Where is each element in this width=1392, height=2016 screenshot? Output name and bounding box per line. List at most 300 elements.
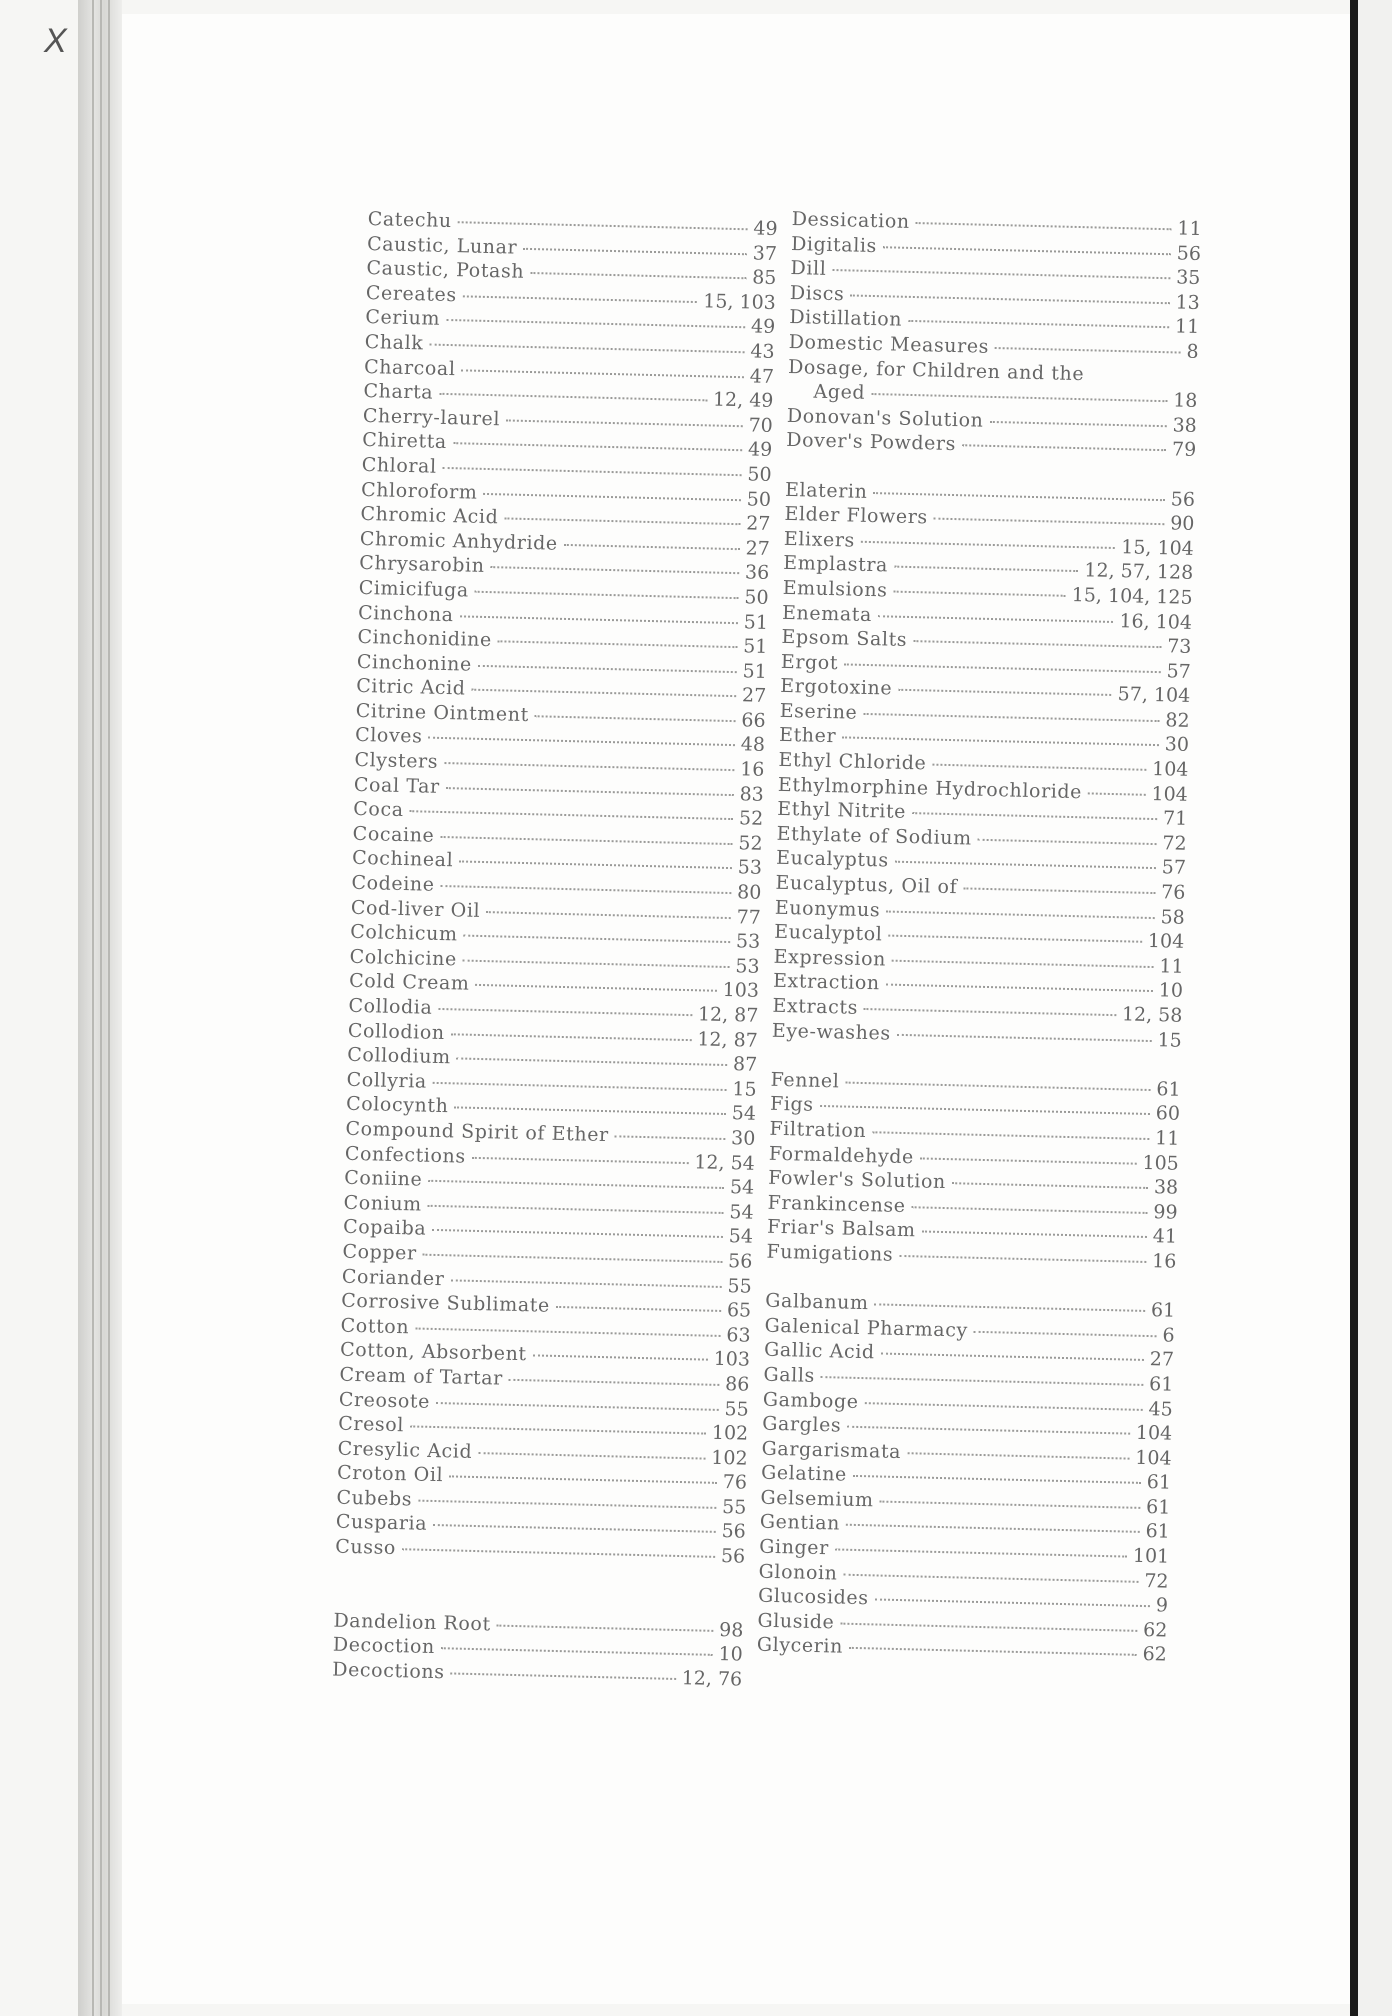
dot-leader bbox=[1088, 792, 1146, 795]
dot-leader bbox=[478, 665, 737, 673]
index-term: Eucalyptus bbox=[775, 847, 890, 872]
dot-leader bbox=[840, 1622, 1137, 1631]
index-term: Dessication bbox=[791, 208, 910, 233]
dot-leader bbox=[533, 1355, 708, 1361]
dot-leader bbox=[444, 762, 734, 771]
page-numbers: 57 bbox=[1166, 659, 1192, 683]
dot-leader bbox=[449, 1476, 717, 1485]
page-numbers: 9 bbox=[1155, 1594, 1169, 1617]
page-numbers: 27 bbox=[745, 537, 771, 560]
dot-leader bbox=[880, 1500, 1141, 1508]
dot-leader bbox=[846, 1524, 1140, 1533]
dot-leader bbox=[439, 393, 707, 402]
dot-leader bbox=[835, 1549, 1127, 1558]
dot-leader bbox=[932, 764, 1146, 771]
index-term: Cerium bbox=[365, 306, 441, 331]
index-term: Ethylate of Sodium bbox=[776, 822, 972, 850]
dot-leader bbox=[849, 1647, 1137, 1656]
page-numbers: 30 bbox=[730, 1127, 756, 1150]
page-numbers: 41 bbox=[1152, 1225, 1178, 1249]
index-term: Compound Spirit of Ether bbox=[345, 1117, 610, 1147]
page-numbers: 85 bbox=[751, 266, 777, 290]
page-numbers: 103 bbox=[722, 979, 760, 1003]
index-term: Coca bbox=[353, 798, 404, 822]
index-term: Cinchona bbox=[357, 601, 454, 626]
page-numbers: 16 bbox=[739, 758, 765, 781]
page-numbers: 55 bbox=[727, 1274, 753, 1298]
page-numbers: 12, 54 bbox=[694, 1150, 756, 1175]
dot-leader bbox=[832, 269, 1170, 279]
dot-leader bbox=[853, 1475, 1141, 1484]
page-numbers: 49 bbox=[750, 315, 776, 339]
index-term: Eserine bbox=[779, 699, 858, 724]
dot-leader bbox=[460, 615, 738, 624]
page-numbers: 55 bbox=[724, 1397, 750, 1421]
dot-leader bbox=[995, 347, 1181, 354]
page-numbers: 79 bbox=[1171, 438, 1197, 462]
dot-leader bbox=[418, 1499, 716, 1508]
index-term: Ether bbox=[778, 724, 837, 748]
index-term: Catechu bbox=[367, 208, 453, 233]
index-term: Corrosive Sublimate bbox=[341, 1289, 551, 1317]
index-term: Elder Flowers bbox=[784, 503, 929, 529]
dot-leader bbox=[423, 1254, 723, 1263]
index-term: Glycerin bbox=[756, 1634, 844, 1659]
page-numbers: 11 bbox=[1177, 217, 1202, 241]
page-edge-line bbox=[108, 0, 110, 2016]
index-term: Charta bbox=[363, 380, 434, 404]
dot-leader bbox=[428, 1205, 724, 1214]
dot-leader bbox=[845, 1081, 1150, 1090]
page-numbers: 53 bbox=[737, 856, 763, 880]
page-numbers: 60 bbox=[1155, 1102, 1181, 1126]
index-term: Emplastra bbox=[783, 552, 889, 577]
dot-leader bbox=[457, 1058, 727, 1067]
page-numbers: 27 bbox=[1149, 1348, 1175, 1371]
dot-leader bbox=[478, 1452, 705, 1460]
page-numbers: 53 bbox=[735, 930, 761, 954]
page-numbers: 83 bbox=[739, 782, 765, 806]
page-numbers: 102 bbox=[711, 1421, 749, 1445]
index-term: Dover's Powders bbox=[786, 429, 957, 456]
dot-leader bbox=[875, 1303, 1145, 1312]
page-numbers: 99 bbox=[1153, 1200, 1178, 1224]
dot-leader bbox=[441, 885, 732, 894]
dot-leader bbox=[974, 1330, 1157, 1336]
page-numbers: 54 bbox=[728, 1225, 754, 1249]
page-numbers: 80 bbox=[736, 881, 762, 904]
adjacent-page bbox=[1358, 0, 1392, 2016]
page-numbers: 13 bbox=[1175, 291, 1201, 314]
index-term: Cinchonine bbox=[356, 650, 473, 676]
index-term: Cod-liver Oil bbox=[350, 896, 481, 922]
index-term: Dill bbox=[790, 257, 827, 281]
index-term: Digitalis bbox=[790, 232, 878, 257]
page-numbers: 50 bbox=[747, 463, 772, 486]
dot-leader bbox=[443, 467, 742, 476]
page-numbers: 56 bbox=[1176, 242, 1202, 265]
dot-leader bbox=[916, 222, 1172, 230]
index-term: Glucosides bbox=[757, 1584, 869, 1610]
dot-leader bbox=[881, 1353, 1144, 1361]
page-right-edge bbox=[1350, 0, 1358, 2016]
dot-leader bbox=[438, 1008, 692, 1016]
page-numbers: 76 bbox=[722, 1471, 748, 1494]
page-numbers: 76 bbox=[1160, 881, 1186, 904]
index-term: Chloroform bbox=[360, 478, 478, 504]
dot-leader bbox=[962, 445, 1166, 452]
index-term: Dosage, for Children and the bbox=[787, 355, 1085, 385]
dot-leader bbox=[865, 1402, 1143, 1411]
dot-leader bbox=[475, 984, 716, 992]
page-numbers: 104 bbox=[1151, 758, 1189, 781]
page-numbers: 6 bbox=[1162, 1324, 1175, 1347]
page-numbers: 18 bbox=[1172, 389, 1198, 413]
index-term: Elaterin bbox=[784, 478, 868, 503]
dot-leader bbox=[821, 1376, 1143, 1386]
page-numbers: 54 bbox=[729, 1200, 754, 1224]
index-term: Cloves bbox=[354, 724, 423, 748]
dot-leader bbox=[472, 689, 736, 697]
dot-leader bbox=[895, 861, 1156, 869]
page-numbers: 12, 87 bbox=[697, 1003, 759, 1027]
dot-leader bbox=[912, 1206, 1148, 1214]
dot-leader bbox=[556, 1306, 721, 1312]
index-term: Chloral bbox=[361, 453, 437, 478]
dot-leader bbox=[864, 1008, 1116, 1016]
page-edge-line bbox=[92, 0, 94, 2016]
index-term: Cusparia bbox=[335, 1511, 428, 1536]
page-numbers: 36 bbox=[744, 561, 770, 585]
index-term: Figs bbox=[769, 1093, 814, 1117]
dot-leader bbox=[963, 887, 1155, 894]
dot-leader bbox=[523, 247, 747, 254]
dot-leader bbox=[847, 1426, 1130, 1435]
index-term: Epsom Salts bbox=[781, 625, 908, 652]
page-edge-line bbox=[100, 0, 102, 2016]
dot-leader bbox=[429, 344, 744, 354]
dot-leader bbox=[886, 910, 1154, 919]
index-term: Croton Oil bbox=[336, 1461, 444, 1487]
page-numbers: 52 bbox=[738, 832, 763, 855]
page-numbers: 11 bbox=[1154, 1127, 1180, 1150]
dot-leader bbox=[899, 1255, 1146, 1263]
page-numbers: 103 bbox=[713, 1348, 751, 1371]
page-numbers: 15, 103 bbox=[703, 290, 777, 314]
page-numbers: 50 bbox=[744, 586, 769, 609]
dot-leader bbox=[922, 1231, 1147, 1239]
page-numbers: 15 bbox=[732, 1077, 757, 1101]
page-numbers: 15 bbox=[1157, 1028, 1183, 1052]
page-numbers: 61 bbox=[1145, 1520, 1171, 1544]
index-term: Emulsions bbox=[782, 576, 888, 602]
page-numbers: 53 bbox=[735, 955, 760, 978]
dot-leader bbox=[863, 713, 1159, 722]
page-numbers: 10 bbox=[1158, 979, 1184, 1003]
dot-leader bbox=[894, 566, 1079, 573]
dot-leader bbox=[872, 1131, 1149, 1140]
index-term: Chiretta bbox=[362, 429, 448, 454]
dot-leader bbox=[883, 246, 1171, 255]
page-numbers: 16, 104 bbox=[1119, 609, 1193, 634]
page-numbers: 51 bbox=[742, 635, 768, 658]
dot-leader bbox=[491, 566, 740, 574]
index-term: Filtration bbox=[769, 1117, 867, 1143]
index-column-right bbox=[757, 208, 1202, 1669]
index-term: Conium bbox=[343, 1191, 423, 1216]
index-term: Gentian bbox=[759, 1511, 841, 1536]
index-term: Fennel bbox=[770, 1068, 840, 1093]
page-numbers: 27 bbox=[741, 684, 767, 708]
dot-leader bbox=[506, 419, 743, 427]
index-term: Eucalyptus, Oil of bbox=[775, 871, 958, 899]
index-term: Ethyl Chloride bbox=[778, 748, 927, 775]
page-numbers: 54 bbox=[729, 1176, 755, 1199]
page-numbers: 51 bbox=[742, 659, 768, 683]
index-term: Cresylic Acid bbox=[337, 1437, 473, 1463]
page-numbers: 52 bbox=[738, 807, 764, 831]
dot-leader bbox=[464, 935, 730, 944]
index-term: Cold Cream bbox=[348, 970, 470, 996]
page-numbers: 12, 49 bbox=[712, 388, 774, 413]
page-numbers: 101 bbox=[1132, 1544, 1170, 1568]
page-numbers: 37 bbox=[752, 242, 778, 265]
index-term: Galbanum bbox=[765, 1289, 869, 1315]
index-term: Collodium bbox=[347, 1043, 452, 1069]
page-numbers: 72 bbox=[1144, 1569, 1169, 1593]
index-term: Enemata bbox=[781, 601, 873, 626]
page-numbers: 15, 104 bbox=[1121, 535, 1195, 560]
margin-annotation: X bbox=[44, 22, 67, 60]
index-term: Gallic Acid bbox=[763, 1338, 875, 1364]
page-numbers: 50 bbox=[746, 487, 772, 511]
dot-leader bbox=[433, 1082, 727, 1091]
dot-leader bbox=[934, 518, 1164, 526]
dot-leader bbox=[989, 421, 1166, 427]
page-numbers: 12, 57, 128 bbox=[1084, 559, 1194, 585]
index-term: Clysters bbox=[354, 748, 439, 773]
dot-leader bbox=[458, 221, 748, 230]
page-numbers: 66 bbox=[741, 709, 766, 732]
dot-leader bbox=[535, 715, 736, 722]
dot-leader bbox=[472, 1156, 689, 1163]
dot-leader bbox=[861, 541, 1115, 549]
index-term: Galls bbox=[763, 1363, 816, 1387]
index-term: Aged bbox=[813, 380, 866, 404]
index-term: Gargarismata bbox=[761, 1437, 902, 1463]
index-term: Cotton bbox=[340, 1314, 410, 1339]
dot-leader bbox=[498, 640, 737, 648]
index-term: Gelatine bbox=[760, 1461, 848, 1486]
page-numbers: 104 bbox=[1135, 1446, 1172, 1470]
page-numbers: 65 bbox=[726, 1299, 752, 1322]
index-term: Extraction bbox=[772, 970, 881, 995]
page-numbers: 12, 76 bbox=[681, 1666, 743, 1691]
page-numbers: 104 bbox=[1147, 930, 1185, 954]
page-numbers: 10 bbox=[718, 1643, 744, 1666]
index-term: Gargles bbox=[762, 1412, 842, 1437]
page-numbers: 38 bbox=[1153, 1176, 1179, 1199]
dot-leader bbox=[897, 1033, 1152, 1041]
page-numbers: 30 bbox=[1164, 733, 1190, 757]
index-term: Distillation bbox=[789, 306, 903, 332]
dot-leader bbox=[415, 1327, 720, 1336]
dot-leader bbox=[888, 935, 1142, 943]
dot-leader bbox=[907, 1452, 1129, 1459]
index-term: Donovan's Solution bbox=[786, 404, 984, 432]
index-term: Citric Acid bbox=[356, 675, 466, 700]
dot-leader bbox=[978, 839, 1157, 845]
index-term: Expression bbox=[773, 945, 887, 971]
index-term: Euonymus bbox=[774, 896, 881, 921]
dot-leader bbox=[898, 689, 1112, 696]
page-numbers: 86 bbox=[724, 1372, 750, 1396]
index-term: Gamboge bbox=[762, 1388, 859, 1413]
page-numbers: 45 bbox=[1148, 1397, 1174, 1421]
page-numbers: 58 bbox=[1160, 905, 1186, 929]
index-term: Confections bbox=[344, 1142, 467, 1168]
dot-leader bbox=[878, 615, 1114, 623]
page-numbers: 90 bbox=[1169, 512, 1195, 536]
dot-leader bbox=[475, 591, 739, 599]
dot-leader bbox=[459, 861, 732, 870]
index-term: Discs bbox=[789, 281, 845, 306]
dot-leader bbox=[913, 640, 1161, 648]
index-term: Copaiba bbox=[342, 1216, 427, 1241]
dot-leader bbox=[850, 294, 1169, 304]
dot-leader bbox=[451, 1672, 676, 1680]
dot-leader bbox=[820, 1105, 1150, 1115]
page-numbers: 56 bbox=[727, 1250, 753, 1273]
index-term: Coal Tar bbox=[353, 773, 440, 798]
page-numbers: 61 bbox=[1145, 1495, 1171, 1519]
index-term: Coniine bbox=[344, 1166, 423, 1191]
page-numbers: 57 bbox=[1161, 856, 1187, 880]
dot-leader bbox=[920, 1157, 1137, 1164]
dot-leader bbox=[843, 1573, 1138, 1582]
page-numbers: 8 bbox=[1186, 340, 1199, 363]
page-numbers: 77 bbox=[736, 905, 762, 929]
dot-leader bbox=[446, 787, 734, 796]
page-numbers: 27 bbox=[745, 512, 771, 536]
dot-leader bbox=[446, 319, 745, 328]
dot-leader bbox=[463, 959, 730, 968]
dot-leader bbox=[912, 812, 1157, 820]
index-term: Charcoal bbox=[363, 355, 456, 380]
dot-leader bbox=[433, 1524, 715, 1533]
index-term: Gluside bbox=[757, 1609, 835, 1634]
dot-leader bbox=[1090, 376, 1192, 378]
index-term: Colchicine bbox=[349, 945, 458, 971]
dot-leader bbox=[886, 984, 1153, 993]
index-term: Gelsemium bbox=[760, 1486, 874, 1512]
index-term: Cotton, Absorbent bbox=[339, 1338, 527, 1366]
dot-leader bbox=[462, 369, 744, 378]
page-numbers: 55 bbox=[721, 1495, 747, 1519]
dot-leader bbox=[875, 1599, 1150, 1608]
index-term: Chromic Acid bbox=[360, 503, 499, 529]
index-term: Cresol bbox=[338, 1412, 405, 1437]
dot-leader bbox=[440, 836, 732, 845]
index-term: Caustic, Potash bbox=[366, 257, 525, 284]
dot-leader bbox=[441, 1647, 713, 1656]
index-term: Galenical Pharmacy bbox=[764, 1314, 969, 1342]
index-term: Decoctions bbox=[332, 1658, 445, 1684]
index-term: Coriander bbox=[341, 1265, 445, 1290]
dot-leader bbox=[453, 442, 742, 451]
dot-leader bbox=[410, 810, 733, 820]
index-term: Colocynth bbox=[345, 1093, 449, 1118]
index-term: Ethyl Nitrite bbox=[777, 798, 907, 824]
dot-leader bbox=[952, 1182, 1148, 1189]
page-numbers: 12, 87 bbox=[697, 1027, 759, 1052]
dot-leader bbox=[842, 737, 1159, 747]
index-term: Cocaine bbox=[352, 822, 435, 847]
index-term: Cimicifuga bbox=[358, 576, 470, 602]
page-numbers: 48 bbox=[740, 733, 766, 757]
page-numbers: 98 bbox=[718, 1618, 744, 1642]
page-numbers: 102 bbox=[711, 1446, 748, 1470]
index-term: Citrine Ointment bbox=[355, 699, 530, 726]
page-numbers: 62 bbox=[1142, 1618, 1168, 1642]
page-numbers: 12, 58 bbox=[1121, 1003, 1183, 1027]
index-term: Elixers bbox=[783, 527, 856, 552]
index-term: Domestic Measures bbox=[788, 330, 990, 358]
dot-leader bbox=[509, 1379, 719, 1386]
page-numbers: 62 bbox=[1142, 1643, 1168, 1667]
page-numbers: 57, 104 bbox=[1117, 683, 1191, 708]
index-term: Frankincense bbox=[767, 1191, 906, 1217]
index-term: Ergot bbox=[780, 650, 839, 674]
page-numbers: 104 bbox=[1135, 1421, 1173, 1445]
page-numbers: 11 bbox=[1159, 955, 1184, 978]
index-term: Creosote bbox=[338, 1388, 431, 1413]
index-term: Cubebs bbox=[336, 1486, 413, 1511]
index-term: Glonoin bbox=[758, 1560, 838, 1585]
page-numbers: 43 bbox=[750, 340, 775, 363]
index-term: Colchicum bbox=[350, 921, 458, 946]
index-term: Chalk bbox=[364, 330, 424, 355]
page-numbers: 51 bbox=[743, 610, 769, 634]
page-numbers: 104 bbox=[1151, 782, 1189, 806]
index-term: Ergotoxine bbox=[780, 675, 893, 700]
page-numbers: 87 bbox=[732, 1053, 758, 1076]
dot-leader bbox=[893, 591, 1065, 597]
index-term: Decoction bbox=[332, 1633, 436, 1659]
dot-leader bbox=[486, 911, 730, 919]
page-numbers: 35 bbox=[1175, 266, 1201, 290]
page-numbers: 72 bbox=[1162, 832, 1187, 855]
index-term: Cherry-laurel bbox=[362, 404, 501, 431]
dot-leader bbox=[892, 959, 1153, 967]
index-term: Ginger bbox=[759, 1535, 830, 1560]
index-term: Eucalyptol bbox=[774, 921, 883, 946]
index-term: Collodion bbox=[347, 1019, 446, 1044]
index-term: Codeine bbox=[351, 871, 435, 896]
dot-leader bbox=[428, 737, 734, 746]
index-term: Collodia bbox=[348, 994, 433, 1019]
dot-leader bbox=[497, 1624, 713, 1631]
index-term: Fowler's Solution bbox=[768, 1166, 947, 1194]
page-numbers: 61 bbox=[1156, 1077, 1181, 1101]
page-numbers: 71 bbox=[1162, 807, 1188, 831]
dot-leader bbox=[454, 1107, 725, 1116]
page-numbers: 61 bbox=[1146, 1471, 1172, 1494]
dot-leader bbox=[402, 1548, 715, 1558]
index-term: Fumigations bbox=[766, 1240, 894, 1266]
dot-leader bbox=[450, 1279, 721, 1288]
index-term: Copper bbox=[342, 1240, 417, 1265]
